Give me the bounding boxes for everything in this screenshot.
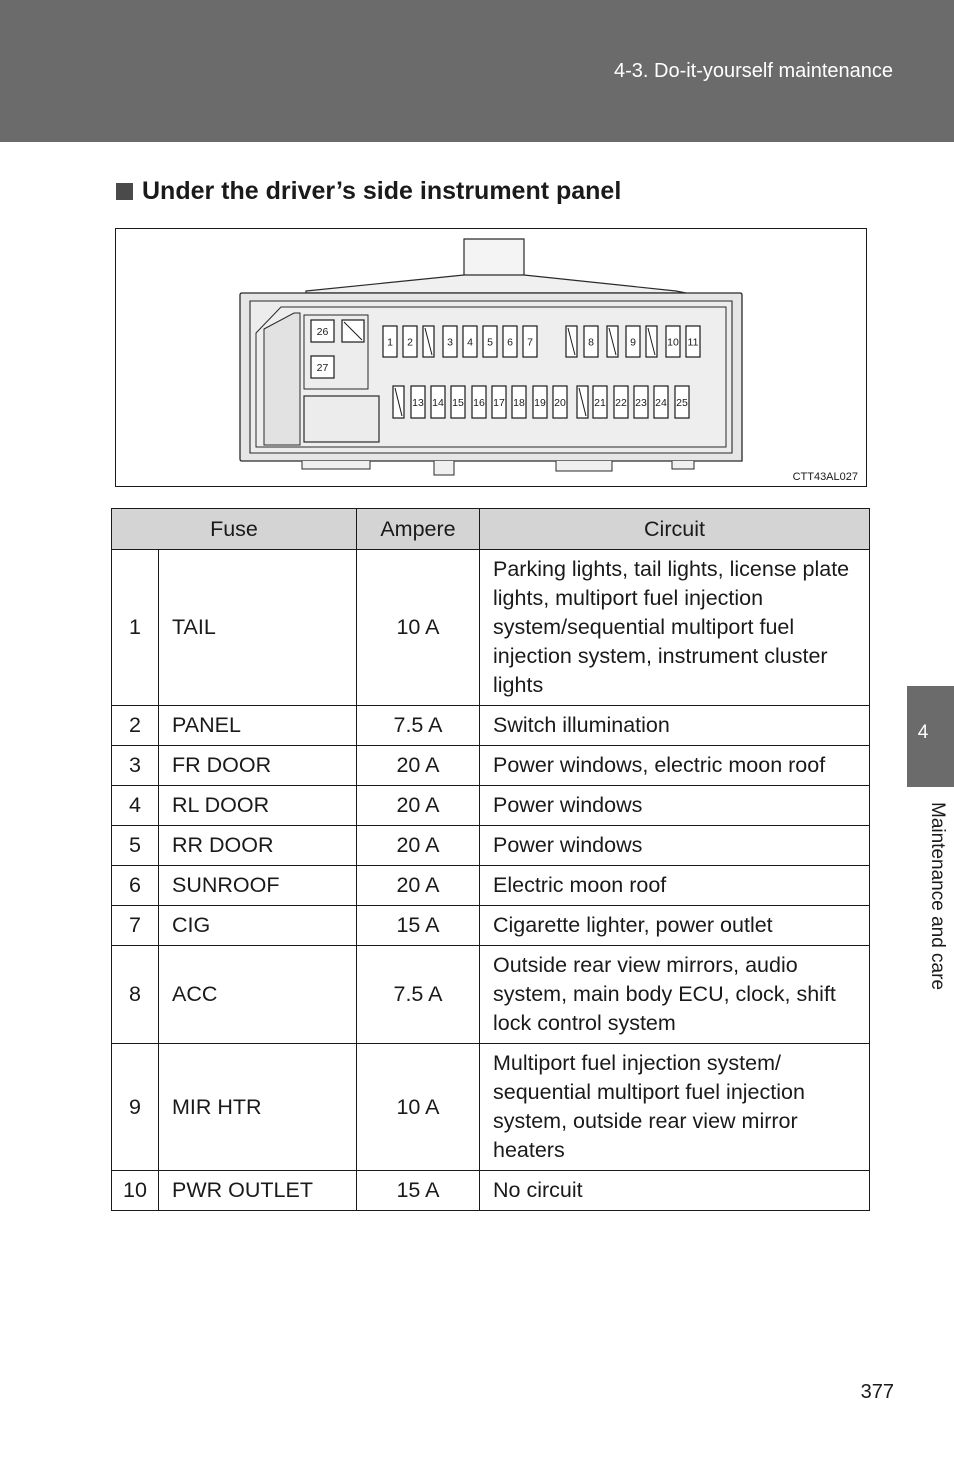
table-row [112,906,870,946]
fuse-slot-number: 26 [316,326,329,338]
fuse-ampere: 10 A [357,1044,480,1171]
fuse-slot-number: 15 [452,397,464,409]
fuse-slot-number: 17 [493,397,505,409]
table-row [112,1171,870,1211]
section-heading-text: Under the driver’s side instrument panel [142,177,622,205]
fuse-name: SUNROOF [159,866,357,906]
fuse-slot [553,386,567,418]
table-row [112,1044,870,1171]
fuse-number: 1 [112,550,159,706]
fuse-slot-number: 19 [534,397,546,409]
chapter-title: 4-3. Do-it-yourself maintenance [613,60,893,82]
table-row [112,786,870,826]
fuse-slot [443,326,457,357]
fuse-slot [483,326,497,357]
fuse-slot-number: 7 [527,336,533,349]
fuse-circuit: Parking lights, tail lights, license plate lights, multiport fuel injection system/sequential multiport fuel injection system, instrument cluster lights [480,550,870,706]
blank-fuse-slot [577,386,588,418]
fuse-slot [614,386,628,418]
fuse-slot [512,386,526,418]
blank-fuse-slot [646,326,657,357]
square-bullet-icon [116,183,133,200]
fuse-slot [584,326,598,357]
fuse-slot [403,326,417,357]
fuse-slot-number: 11 [687,336,699,349]
fuse-name: PANEL [159,706,357,746]
fuse-slot [626,326,640,357]
fuse-slot-number: 3 [447,336,453,349]
fuse-slot [675,386,689,418]
fuse-number: 4 [112,786,159,826]
fuse-ampere: 20 A [357,866,480,906]
fuse-name: CIG [159,906,357,946]
fuse-box-figure [115,228,867,487]
fuse-number: 8 [112,946,159,1044]
section-heading [116,177,621,206]
fuse-slot-number: 25 [676,397,688,409]
fuse-name: TAIL [159,550,357,706]
fuse-table [111,508,870,1211]
blank-fuse-slot [423,326,434,357]
fuse-circuit: Outside rear view mirrors, audio system, main body ECU, clock, shift lock control system [480,946,870,1044]
fuse-circuit: Cigarette lighter, power outlet [480,906,870,946]
fuse-slot-number: 20 [554,397,566,409]
table-row [112,746,870,786]
fuse-slot-number: 9 [630,336,636,349]
chapter-number: 4 [917,722,929,743]
fuse-slot-number: 8 [588,336,594,349]
fuse-slot-number: 13 [412,397,424,409]
table-row [112,826,870,866]
fuse-slot [686,326,700,357]
fuse-slot-number: 24 [655,397,667,409]
fuse-slot-number: 23 [635,397,647,409]
header-circuit: Circuit [480,509,870,550]
fuse-slot [383,326,397,357]
fuse-number: 2 [112,706,159,746]
figure-code: CTT43AL027 [792,471,858,483]
fuse-slot-number: 4 [467,336,473,349]
page-number: 377 [860,1381,894,1403]
fuse-name: ACC [159,946,357,1044]
fuse-ampere: 10 A [357,550,480,706]
fuse-number: 5 [112,826,159,866]
fuse-slot-number: 5 [487,336,493,349]
fuse-slot [492,386,506,418]
fuse-number: 6 [112,866,159,906]
fuse-slot [463,326,477,357]
blank-fuse-slot [342,320,364,342]
fuse-slot-number: 21 [594,397,606,409]
fuse-ampere: 15 A [357,906,480,946]
fuse-slot-number: 27 [316,362,329,374]
fuse-slot [503,326,517,357]
fuse-slot-number: 2 [407,336,413,349]
fuse-slot-number: 10 [667,336,679,349]
fuse-slot-number: 6 [507,336,513,349]
fuse-slot-number: 16 [473,397,485,409]
fuse-number: 10 [112,1171,159,1211]
fuse-slot [431,386,445,418]
fuse-slot [451,386,465,418]
fuse-ampere: 20 A [357,826,480,866]
fuse-circuit: No circuit [480,1171,870,1211]
fuse-box-diagram [116,229,866,486]
table-row [112,706,870,746]
fuse-slot [523,326,537,357]
fuse-slot [666,326,680,357]
fuse-slot [634,386,648,418]
fuse-slot-number: 22 [615,397,627,409]
fuse-slot [654,386,668,418]
fuse-slot-number: 18 [513,397,525,409]
fuse-circuit: Electric moon roof [480,866,870,906]
fuse-name: FR DOOR [159,746,357,786]
fuse-ampere: 20 A [357,746,480,786]
fuse-slot [311,320,334,342]
fuse-circuit: Switch illumination [480,706,870,746]
table-row [112,866,870,906]
blank-fuse-slot [393,386,404,418]
fuse-circuit: Multiport fuel injection system/ sequential multiport fuel injection system, outside rear view mirror heaters [480,1044,870,1171]
fuse-slot-number: 14 [432,397,444,409]
table-row [112,550,870,706]
fuse-name: RL DOOR [159,786,357,826]
fuse-ampere: 7.5 A [357,706,480,746]
fuse-circuit: Power windows [480,826,870,866]
table-row [112,946,870,1044]
fuse-slot-number: 1 [387,336,393,349]
fuse-circuit: Power windows [480,786,870,826]
fuse-number: 7 [112,906,159,946]
fuse-name: PWR OUTLET [159,1171,357,1211]
fuse-name: RR DOOR [159,826,357,866]
fuse-number: 9 [112,1044,159,1171]
fuse-circuit: Power windows, electric moon roof [480,746,870,786]
fuse-ampere: 20 A [357,786,480,826]
fuse-slot [311,356,334,378]
blank-fuse-slot [607,326,618,357]
chapter-side-label: Maintenance and care [927,802,948,991]
fuse-ampere: 15 A [357,1171,480,1211]
header-ampere: Ampere [357,509,480,550]
blank-fuse-slot [566,326,577,357]
fuse-slot [411,386,425,418]
fuse-number: 3 [112,746,159,786]
fuse-name: MIR HTR [159,1044,357,1171]
fuse-ampere: 7.5 A [357,946,480,1044]
fuse-slot [472,386,486,418]
fuse-slot [593,386,607,418]
header-fuse: Fuse [112,509,357,550]
fuse-slot [533,386,547,418]
